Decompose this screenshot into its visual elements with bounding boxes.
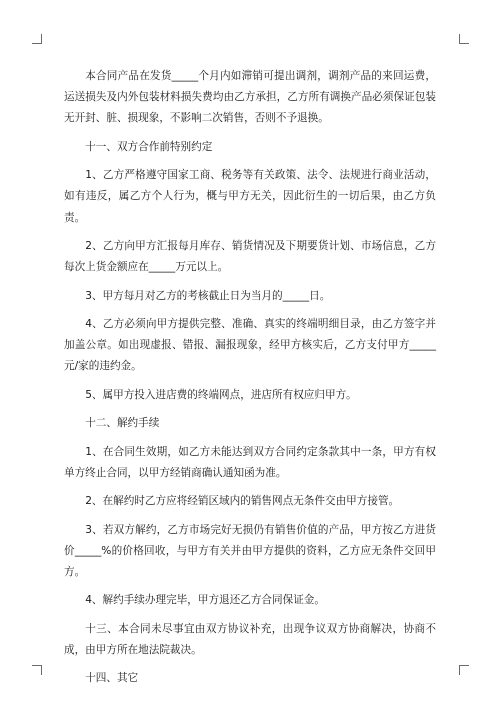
section-heading-12: 十二、解约手续 — [85, 417, 160, 430]
clause-11-3: 3、甲方每月对乙方的考核截止日为当月的_____日。 — [85, 289, 331, 302]
clause-11-2: 2、乙方向甲方汇报每月库存、销货情况及下期要货计划、市场信息，乙方每次上货金额应在_____万元以上。 — [64, 239, 436, 274]
crop-mark-bottom-right — [459, 665, 469, 675]
clause-12-4: 4、解约手续办理完毕，甲方退还乙方合同保证金。 — [85, 594, 325, 607]
clause-12-3: 3、若双方解约，乙方市场完好无损仍有销售价值的产品，甲方按乙方进货价_____%的价格回收，与甲方有关并由甲方提供的资料，乙方应无条件交回甲方。 — [64, 523, 436, 578]
crop-mark-top-left — [32, 34, 42, 44]
clause-11-5: 5、属甲方投入进店费的终端网点，进店所有权应归甲方。 — [85, 388, 357, 401]
clause-11-1: 1、乙方严格遵守国家工商、税务等有关政策、法令、法规进行商业活动，如有违反，属乙方个人行为，概与甲方无关，因此衍生的一切后果，由乙方负责。 — [64, 169, 436, 224]
section-heading-11: 十一、双方合作前特别约定 — [85, 140, 213, 153]
crop-mark-bottom-left — [32, 665, 42, 675]
document-body — [64, 66, 436, 697]
clause-12-2: 2、在解约时乙方应将经销区域内的销售网点无条件交由甲方接管。 — [85, 495, 400, 508]
clause-11-4: 4、乙方必须向甲方提供完整、准确、真实的终端明细目录，由乙方签字并加盖公章。如出现虚报、错报、漏报现象，经甲方核实后，乙方支付甲方_____元/家的违约金。 — [64, 317, 436, 373]
clause-12-1: 1、在合同生效期，如乙方未能达到双方合同约定条款其中一条，甲方有权单方终止合同，以甲方经销商确认通知函为准。 — [64, 445, 436, 479]
section-13: 十三、本合同未尽事宜由双方协议补充，出现争议双方协商解决，协商不成，由甲方所在地法院裁决。 — [64, 622, 436, 656]
crop-mark-top-right — [459, 34, 469, 44]
section-heading-14: 十四、其它 — [85, 672, 139, 685]
clause-return-exchange: 本合同产品在发货_____个月内如滞销可提出调剂，调剂产品的来回运费，运送损失及内外包装材料损失费均由乙方承担，乙方所有调换产品必须保证包装无开封、脏、损现象，不影响二次销售，否则不予退换。 — [64, 70, 436, 125]
